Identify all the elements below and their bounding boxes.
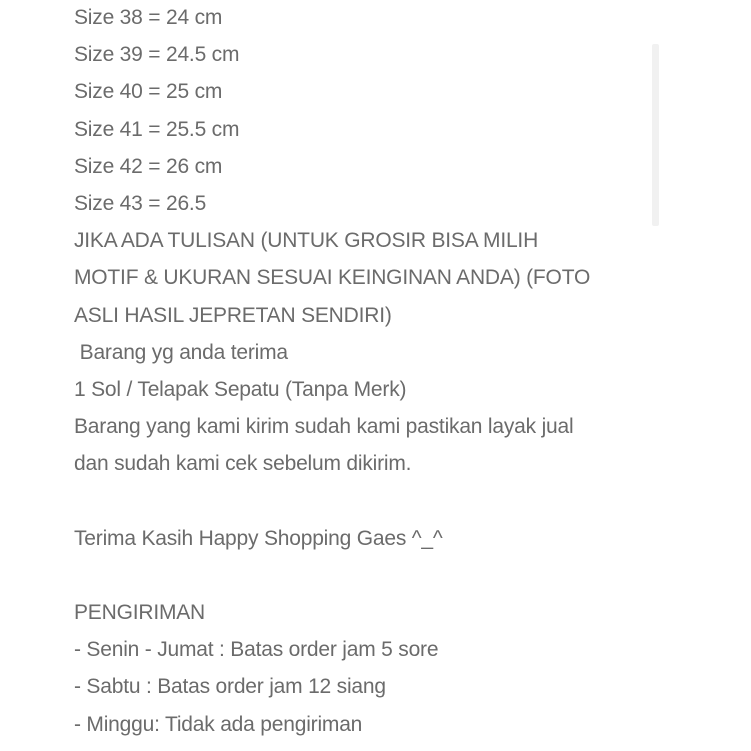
description-line: 1 Sol / Telapak Sepatu (Tanpa Merk): [74, 377, 407, 401]
product-description: [74, 0, 654, 743]
description-line: Size 40 = 25 cm: [74, 80, 223, 104]
description-line: MOTIF & UKURAN SESUAI KEINGINAN ANDA) (FOTO: [74, 266, 591, 290]
shipping-schedule-item: - Senin - Jumat : Batas order jam 5 sore: [74, 638, 439, 662]
description-line: ASLI HASIL JEPRETAN SENDIRI): [74, 303, 392, 327]
blank-line: [74, 482, 654, 519]
description-line: Barang yang kami kirim sudah kami pastikan layak jual: [74, 415, 574, 439]
shipping-schedule-item: - Minggu: Tidak ada pengiriman: [74, 712, 363, 736]
description-line: Size 41 = 25.5 cm: [74, 117, 240, 141]
description-line: Size 42 = 26 cm: [74, 154, 223, 178]
section-heading-pengiriman: PENGIRIMAN: [74, 601, 206, 624]
shipping-schedule-item: - Sabtu : Batas order jam 12 siang: [74, 675, 386, 699]
description-line: Terima Kasih Happy Shopping Gaes ^_^: [74, 526, 443, 550]
description-line: Size 43 = 26.5: [74, 191, 207, 215]
description-line: Barang yg anda terima: [74, 340, 288, 364]
description-line: JIKA ADA TULISAN (UNTUK GROSIR BISA MILIH: [74, 229, 539, 253]
description-line: Size 38 = 24 cm: [74, 6, 223, 29]
blank-line: [74, 557, 654, 594]
description-line: Size 39 = 24.5 cm: [74, 43, 240, 67]
scrollbar[interactable]: [652, 44, 659, 226]
description-line: dan sudah kami cek sebelum dikirim.: [74, 452, 412, 476]
